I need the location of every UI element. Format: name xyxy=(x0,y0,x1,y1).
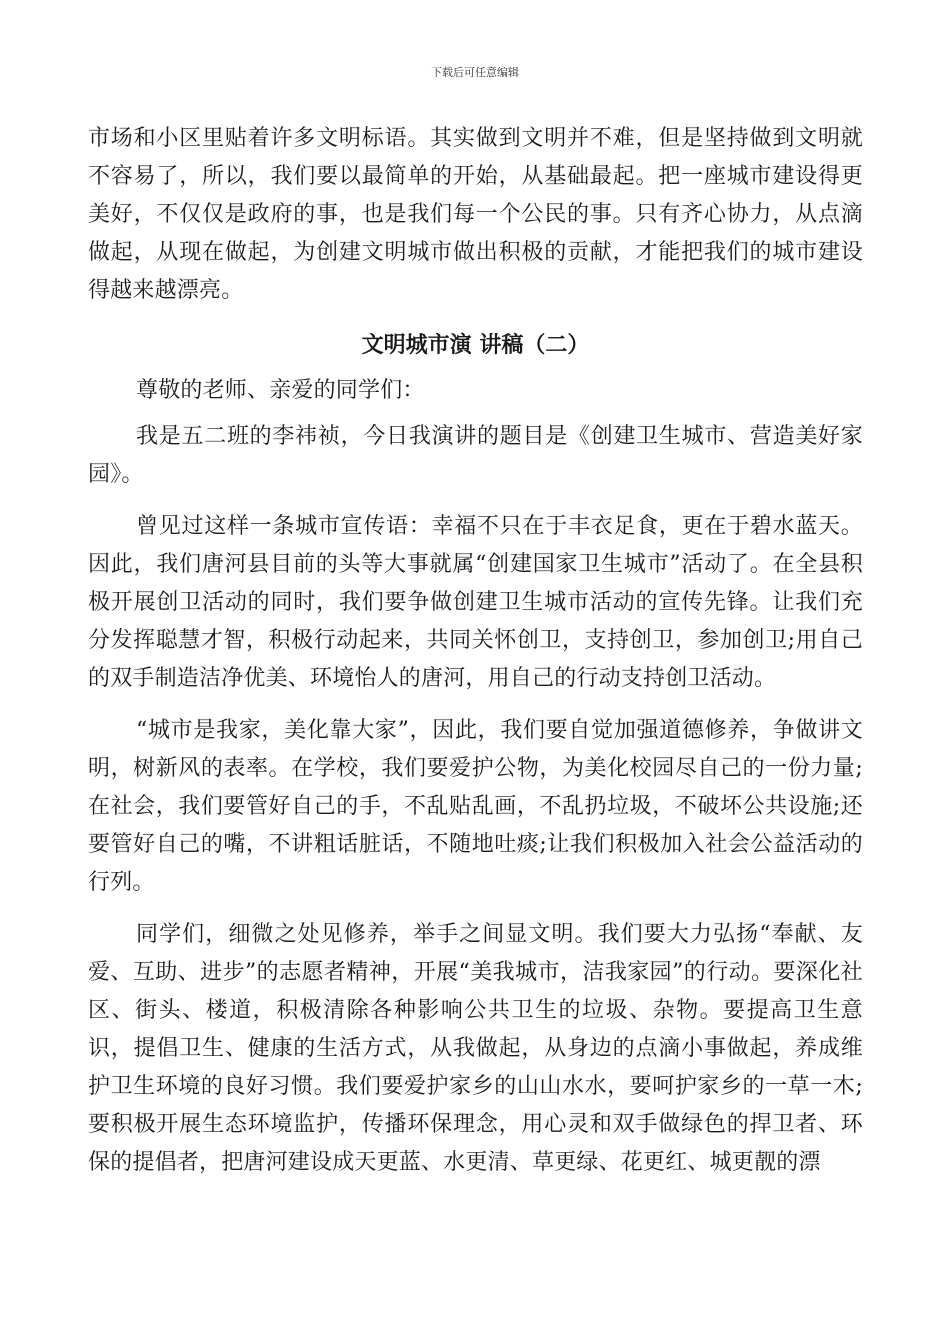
paragraph-city-home: “城市是我家，美化靠大家”，因此，我们要自觉加强道德修养，争做讲文明，树新风的表率。在学校，我们要爱护公物，为美化校园尽自己的一份力量;在社会，我们要管好自己的手，不乱贴乱画，不乱扔垃圾，不破坏公共设施;还要管好自己的嘴，不讲粗话脏话，不随地吐痰;让我们积极加入社会公益活动的行列。 xyxy=(88,718,863,895)
greeting: 尊敬的老师、亲爱的同学们： xyxy=(136,378,425,403)
document-body xyxy=(88,120,863,1182)
paragraph-slogan: 曾见过这样一条城市宣传语：幸福不只在于丰衣足食，更在于碧水蓝天。因此，我们唐河县目前的头等大事就属“创建国家卫生城市”活动了。在全县积极开展创卫活动的同时，我们要争做创建卫生城市活动的宣传先锋。让我们充分发挥聪慧才智，积极行动起来，共同关怀创卫，支持创卫，参加创卫;用自己的双手制造洁净优美、环境怡人的唐河，用自己的行动支持创卫活动。 xyxy=(88,514,863,691)
continuation-paragraph: 市场和小区里贴着许多文明标语。其实做到文明并不难，但是坚持做到文明就不容易了，所以，我们要以最简单的开始，从基础最起。把一座城市建设得更美好，不仅仅是政府的事，也是我们每一个公民的事。只有齐心协力，从点滴做起，从现在做起，为创建文明城市做出积极的贡献，才能把我们的城市建设得越来越漂亮。 xyxy=(88,126,863,303)
page-header: 下载后可任意编辑 xyxy=(431,66,519,79)
paragraph-classmates: 同学们，细微之处见修养，举手之间显文明。我们要大力弘扬“奉献、友爱、互助、进步”的志愿者精神，开展“美我城市，洁我家园”的行动。要深化社区、街头、楼道，积极清除各种影响公共卫生的垃圾、杂物。要提高卫生意识，提倡卫生、健康的生活方式，从我做起，从身边的点滴小事做起，养成维护卫生环境的良好习惯。我们要爱护家乡的山山水水，要呵护家乡的一草一木;要积极开展生态环境监护，传播环保理念，用心灵和双手做绿色的捍卫者、环保的提倡者，把唐河建设成天更蓝、水更清、草更绿、花更红、城更靓的漂 xyxy=(88,922,863,1175)
speech-title: 文明城市演 讲稿（二） xyxy=(361,332,590,358)
paragraph-intro: 我是五二班的李祎祯，今日我演讲的题目是《创建卫生城市、营造美好家园》。 xyxy=(88,424,863,487)
